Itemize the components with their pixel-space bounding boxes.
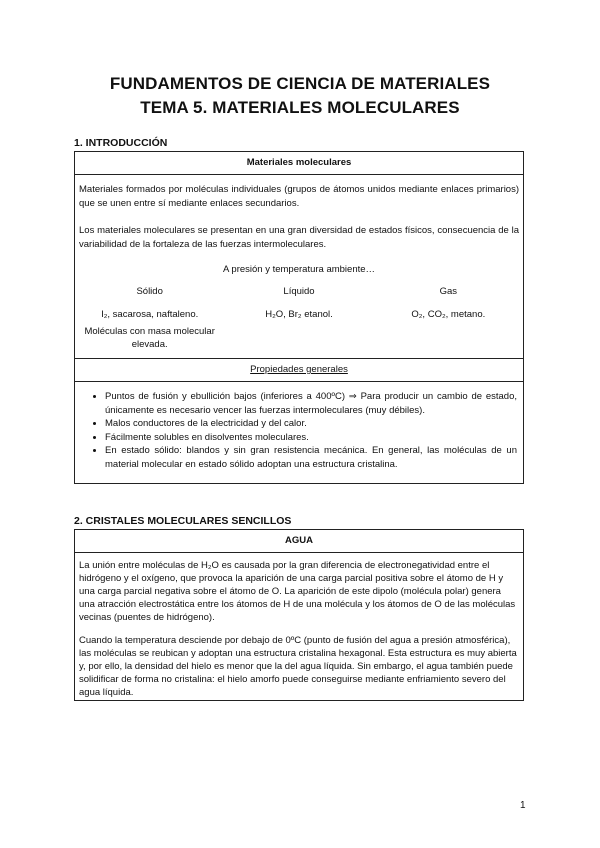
properties-list: [75, 390, 523, 471]
document-title: FUNDAMENTOS DE CIENCIA DE MATERIALES: [109, 74, 491, 93]
materiales-moleculares-box: [74, 151, 524, 484]
water-ice-paragraph: Cuando la temperatura desciende por debajo de 0ºC (punto de fusión del agua a presión atmosférica), las moléculas se reubican y adoptan una estructura cristalina hexagonal. Esta estructura es muy abierta y, por ello, la densidad del hielo es menor que la del agua líquida. Sin embargo, el agua también puede solidificar de forma no cristalina: el hielo amorfo puede conseguirse mediante enfriamiento severo del agua líquida.: [79, 635, 517, 698]
box-title-agua: AGUA: [75, 530, 523, 553]
property-item: • Malos conductores de la electricidad y del calor.: [105, 417, 517, 431]
gas-example-list: O₂, CO₂, metano.: [411, 309, 486, 320]
solid-example-list: I₂, sacarosa, naftaleno.: [101, 309, 199, 320]
property-item: • Puntos de fusión y ebullición bajos (inferiores a 400ºC) ⇒ Para producir un cambio de estado, únicamente es necesario vencer las fuerzas intermoleculares (muy débiles).: [105, 390, 517, 417]
diversity-paragraph: Los materiales moleculares se presentan en una gran diversidad de estados físicos, consecuencia de la variabilidad de la fortaleza de las fuerzas intermoleculares.: [79, 225, 519, 250]
section-heading-cristales: 2. CRISTALES MOLECULARES SENCILLOS: [74, 515, 292, 527]
ambient-conditions-label: A presión y temperatura ambiente…: [222, 264, 376, 275]
water-bonding-paragraph: La unión entre moléculas de H₂O es causada por la gran diferencia de electronegatividad entre el hidrógeno y el oxígeno, que provoca la aparición de una carga parcial positiva sobre el átomo de H y una carga parcial negativa sobre el átomo de O. La aparición de este dipolo (molécula polar) genera una atracción electrostática entre los átomos de H de una molécula y los átomos de O de las moléculas vecinas (puentes de hidrógeno).: [79, 560, 516, 623]
general-properties-heading: Propiedades generales: [75, 358, 523, 382]
states-header-row: [75, 286, 523, 297]
solid-examples: [75, 308, 224, 351]
state-gas-label: Gas: [439, 286, 458, 297]
document-subtitle: TEMA 5. MATERIALES MOLECULARES: [140, 98, 460, 117]
property-item: • Fácilmente solubles en disolventes moleculares.: [105, 431, 517, 445]
page-number: 1: [520, 800, 526, 811]
state-liquid-label: Líquido: [283, 286, 315, 297]
property-item: • En estado sólido: blandos y sin gran resistencia mecánica. En general, las moléculas de un material molecular en estado sólido adoptan una estructura cristalina.: [105, 444, 517, 471]
solid-note: Moléculas con masa molecular elevada.: [84, 326, 215, 350]
box-title: Materiales moleculares: [75, 152, 523, 175]
states-examples-row: [75, 308, 523, 351]
agua-box: [74, 529, 524, 701]
section-heading-introduccion: 1. INTRODUCCIÓN: [74, 137, 168, 149]
state-solid-label: Sólido: [136, 286, 163, 297]
definition-paragraph: Materiales formados por moléculas individuales (grupos de átomos unidos mediante enlaces primarios) que se unen entre sí mediante enlaces secundarios.: [79, 184, 519, 209]
liquid-example-list: H₂O, Br₂ etanol.: [265, 309, 333, 320]
